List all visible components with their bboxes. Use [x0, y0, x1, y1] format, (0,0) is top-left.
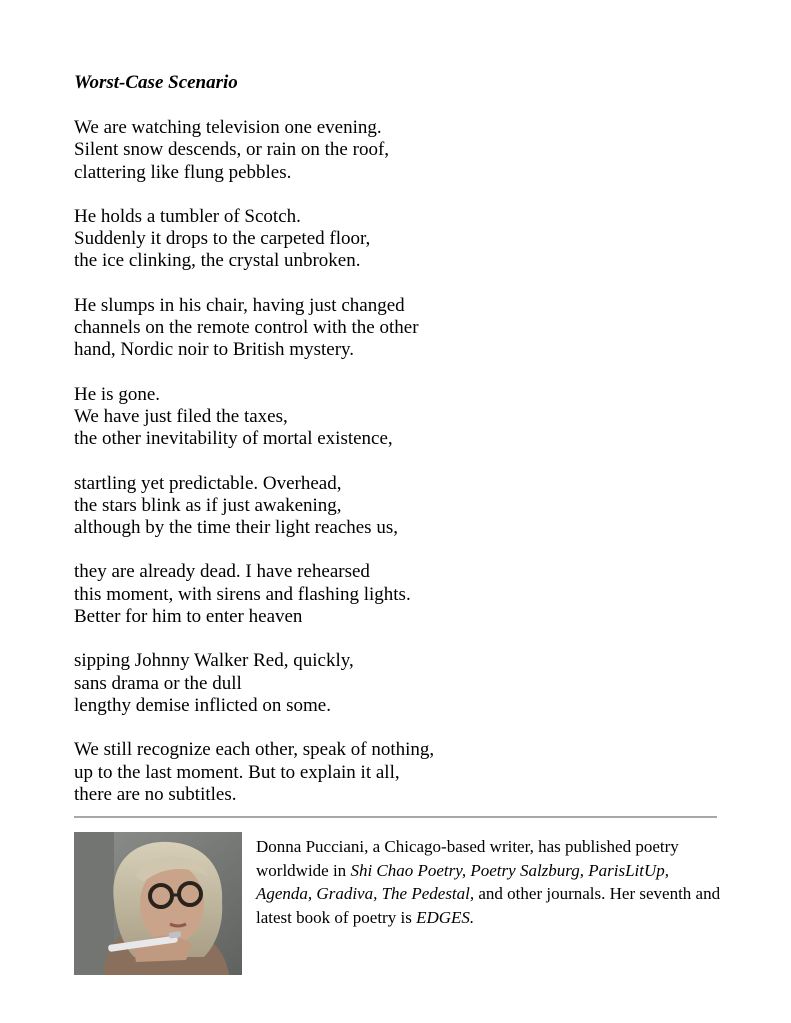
poem-line: there are no subtitles. [74, 783, 237, 805]
poem-line: We are watching television one evening. [74, 117, 382, 138]
poem-line: Silent snow descends, or rain on the roof, [74, 139, 390, 161]
stanza-5 [74, 473, 719, 540]
bio-text-segment: Donna Pucciani, a Chicago-based writer, has published poetry worldwide in [256, 837, 679, 880]
poem-line: clattering like flung pebbles. [74, 161, 292, 183]
poem-line: Better for him to enter heaven [74, 606, 303, 628]
stanza-8 [74, 739, 719, 806]
poem-line: lengthy demise inflicted on some. [74, 694, 331, 716]
poem-line: startling yet predictable. Overhead, [74, 472, 342, 494]
poem-line: We still recognize each other, speak of nothing, [74, 739, 435, 761]
poem-line: He holds a tumbler of Scotch. [74, 205, 301, 227]
bio-text [256, 835, 721, 929]
poem-line: sipping Johnny Walker Red, quickly, [74, 650, 354, 672]
stanza-1 [74, 117, 719, 184]
poem-line: He is gone. [74, 383, 161, 405]
poem-line: they are already dead. I have rehearsed [74, 561, 370, 583]
poem-title: Worst-Case Scenario [74, 72, 238, 93]
bio-journals: Shi Chao Poetry, Poetry Salzburg, ParisLitUp, Agenda, Gradiva, The Pedestal, [256, 860, 670, 903]
poem-line: the stars blink as if just awakening, [74, 494, 342, 516]
stanza-7 [74, 650, 719, 717]
stanza-3 [74, 295, 719, 362]
author-photo [74, 832, 242, 975]
poem-line: this moment, with sirens and flashing lights. [74, 583, 411, 605]
bio-text-segment: and other journals. Her seventh and latest book of poetry is [256, 884, 721, 927]
poem-line: We have just filed the taxes, [74, 405, 288, 427]
poem-line: the ice clinking, the crystal unbroken. [74, 250, 361, 272]
stanza-6 [74, 561, 719, 628]
poem-line: the other inevitability of mortal existence, [74, 428, 393, 450]
poem-line: up to the last moment. But to explain it all, [74, 761, 400, 783]
section-divider [74, 816, 717, 818]
poem-line: hand, Nordic noir to British mystery. [74, 339, 355, 361]
poem-line: although by the time their light reaches us, [74, 517, 398, 539]
poem [74, 72, 719, 806]
poem-line: sans drama or the dull [74, 672, 242, 694]
stanza-2 [74, 206, 719, 273]
stanza-4 [74, 384, 719, 451]
poem-line: channels on the remote control with the other [74, 317, 419, 339]
bio-book-title: EDGES. [416, 907, 475, 927]
poem-line: Suddenly it drops to the carpeted floor, [74, 228, 371, 250]
poem-line: He slumps in his chair, having just changed [74, 294, 405, 316]
